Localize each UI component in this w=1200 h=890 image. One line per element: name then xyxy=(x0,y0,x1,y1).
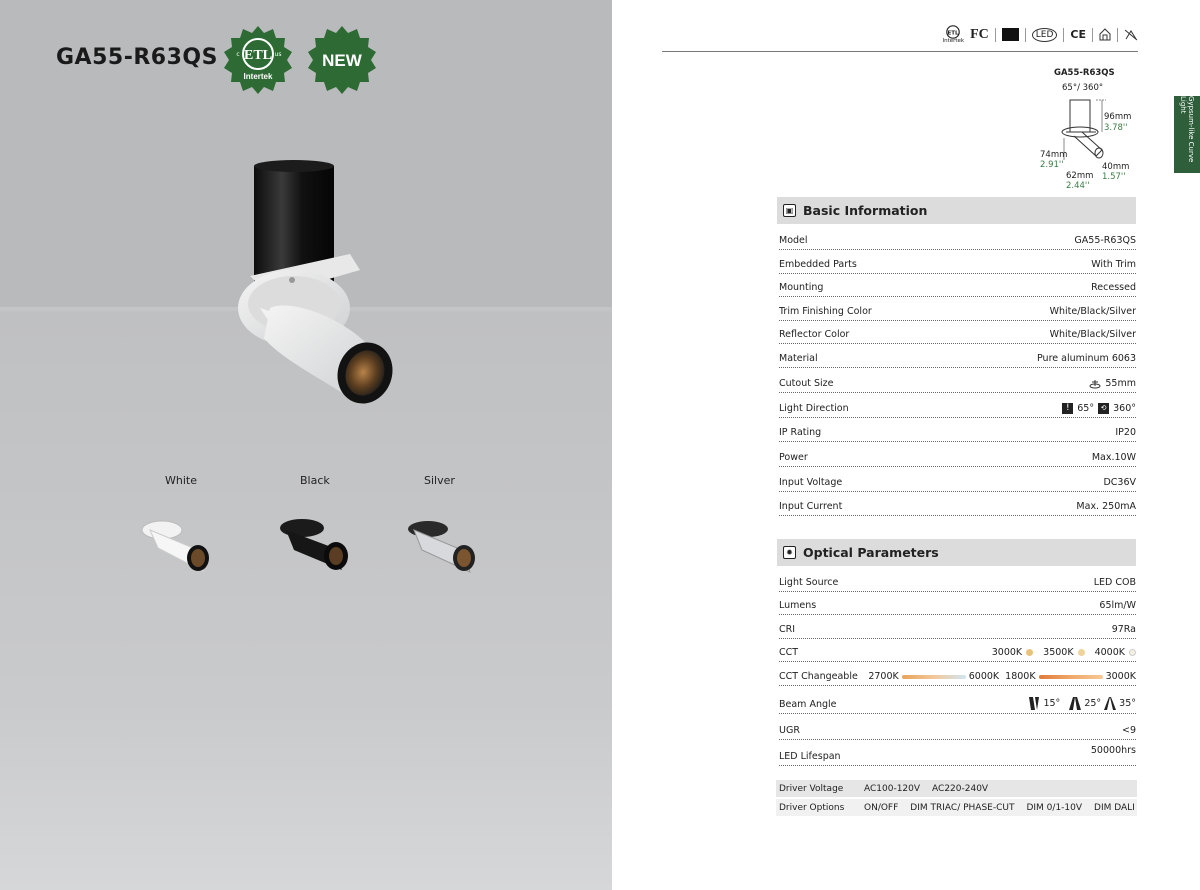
voltage-option: AC100-120V xyxy=(864,783,921,794)
spec-label: Model xyxy=(779,235,808,246)
spec-row-embedded-parts xyxy=(779,254,1136,274)
diagram-title: GA55-R63QS xyxy=(1054,68,1115,78)
chip-icon: ▣ xyxy=(783,204,796,217)
beam-narrow-icon xyxy=(1028,697,1040,710)
tilt-angle-value: 65° xyxy=(1077,403,1095,414)
certification-row xyxy=(942,25,1138,45)
spec-value: DC36V xyxy=(1103,477,1136,488)
diameter-in: 1.57'' xyxy=(1102,172,1126,182)
spec-value xyxy=(1089,378,1136,389)
spec-label: Beam Angle xyxy=(779,699,837,710)
spec-row-model xyxy=(779,230,1136,250)
neutral-dot-icon xyxy=(1078,649,1085,656)
spec-row-light-source xyxy=(779,572,1136,592)
spec-value: Max. 250mA xyxy=(1076,501,1136,512)
spec-value: Max.10W xyxy=(1091,452,1136,463)
beam-25: 25° xyxy=(1084,698,1102,709)
spec-row-cct-changeable xyxy=(779,666,1136,686)
divider xyxy=(995,28,996,42)
divider xyxy=(1092,28,1093,42)
spec-value xyxy=(992,647,1136,658)
width-mm: 62mm xyxy=(1066,171,1094,181)
spec-label: Input Current xyxy=(779,501,843,512)
etl-badge-caption: Intertek xyxy=(243,72,273,81)
dim-to-warm-to: 3000K xyxy=(1105,671,1136,682)
driver-voltage-values xyxy=(864,784,988,794)
spec-label: Trim Finishing Color xyxy=(779,306,872,317)
driver-option: DIM DALI xyxy=(1094,802,1135,813)
spec-label: Material xyxy=(779,353,818,364)
spec-row-input-current xyxy=(779,496,1136,516)
dim-to-warm-gradient xyxy=(1039,675,1103,679)
fcc-mark: FC xyxy=(970,26,989,42)
optical-parameters-header xyxy=(777,539,1136,566)
spec-value: With Trim xyxy=(1091,259,1136,270)
divider xyxy=(1117,28,1118,42)
spec-label: UGR xyxy=(779,725,800,736)
svg-text:c: c xyxy=(236,51,240,58)
variant-label-silver: Silver xyxy=(424,474,455,487)
optical-parameters-title: Optical Parameters xyxy=(803,545,939,560)
spec-row-ugr xyxy=(779,720,1136,740)
spec-value: <9 xyxy=(1121,725,1136,736)
spec-label: Power xyxy=(779,452,808,463)
model-title: GA55-R63QS xyxy=(56,45,218,70)
spec-value xyxy=(1062,403,1136,414)
spec-row-cutout-size xyxy=(779,373,1136,393)
cct-3000k: 3000K xyxy=(991,647,1023,658)
spec-label: Cutout Size xyxy=(779,378,834,389)
no-insulation-contact-icon xyxy=(1124,28,1138,41)
ce-mark: CE xyxy=(1070,28,1086,42)
spec-value: LED COB xyxy=(1093,577,1136,588)
spec-value: IP20 xyxy=(1115,427,1136,438)
height-mm: 96mm xyxy=(1104,112,1132,122)
variant-label-white: White xyxy=(165,474,197,487)
dim-to-warm-from: 1800K xyxy=(1005,671,1036,682)
dimmable-icon xyxy=(1002,28,1019,41)
spec-label: LED Lifespan xyxy=(779,751,841,762)
spec-value: White/Black/Silver xyxy=(1049,306,1136,317)
new-badge xyxy=(305,24,379,98)
spec-row-lifespan xyxy=(779,746,1136,766)
spec-label: Light Direction xyxy=(779,403,849,414)
height-in: 3.78'' xyxy=(1104,123,1128,133)
cutout-size-value: 55mm xyxy=(1105,378,1136,389)
beam-15: 15° xyxy=(1043,698,1061,709)
divider xyxy=(1063,28,1064,42)
spec-label: IP Rating xyxy=(779,427,822,438)
width-in: 2.44'' xyxy=(1066,181,1090,191)
silver-variant-image xyxy=(402,512,482,580)
spec-row-reflector-color xyxy=(779,324,1136,344)
spec-row-mounting xyxy=(779,277,1136,297)
spec-row-trim-color xyxy=(779,301,1136,321)
led-mark: LED xyxy=(1032,28,1058,42)
indoor-use-icon xyxy=(1099,28,1111,41)
spotlight-hero-image xyxy=(230,158,410,418)
divider xyxy=(1025,28,1026,42)
spec-row-cri xyxy=(779,619,1136,639)
svg-text:ETL: ETL xyxy=(947,30,959,37)
basic-information-header xyxy=(777,197,1136,224)
spec-label: Mounting xyxy=(779,282,824,293)
dimension-diagram xyxy=(1036,66,1146,192)
svg-text:us: us xyxy=(274,51,282,58)
spec-row-light-direction xyxy=(779,398,1136,418)
spec-row-cct xyxy=(779,642,1136,662)
driver-option: DIM 0/1-10V xyxy=(1026,802,1083,813)
rotate-icon: ⟲ xyxy=(1098,403,1109,414)
diameter-mm: 40mm xyxy=(1102,162,1130,172)
rotation-angle-value: 360° xyxy=(1113,403,1136,414)
spec-row-power xyxy=(779,447,1136,467)
spec-label: CCT Changeable xyxy=(779,671,858,682)
spec-value: Pure aluminum 6063 xyxy=(1036,353,1136,364)
etl-mark-caption: Intertek xyxy=(942,38,965,44)
diagram-angles: 65°/ 360° xyxy=(1062,83,1104,93)
driver-options-label: Driver Options xyxy=(779,802,845,813)
spec-value: GA55-R63QS xyxy=(1074,235,1136,246)
spec-value xyxy=(868,671,1136,682)
header-rule xyxy=(662,51,1138,52)
spec-value: White/Black/Silver xyxy=(1049,329,1136,340)
tunable-white-to: 6000K xyxy=(968,671,1000,682)
cct-3500k: 3500K xyxy=(1043,647,1074,658)
driver-options-values xyxy=(864,803,1135,813)
category-side-tab[interactable]: Gypsum-like Curve Light xyxy=(1174,96,1200,173)
spec-row-beam-angle xyxy=(779,694,1136,714)
new-badge-label: NEW xyxy=(322,51,362,70)
driver-option: DIM TRIAC/ PHASE-CUT xyxy=(910,802,1015,813)
spec-value xyxy=(1028,697,1136,710)
depth-in: 2.91'' xyxy=(1040,160,1064,170)
tunable-white-gradient xyxy=(902,675,966,679)
spec-row-material xyxy=(779,348,1136,368)
beam-wide-icon xyxy=(1104,697,1116,710)
spec-label: Input Voltage xyxy=(779,477,843,488)
depth-mm: 74mm xyxy=(1040,150,1068,160)
spec-label: CCT xyxy=(779,647,799,658)
cutout-icon xyxy=(1089,379,1101,389)
cct-4000k: 4000K xyxy=(1094,647,1125,658)
etl-mark-icon xyxy=(942,25,964,45)
spec-value: 65lm/W xyxy=(1099,600,1136,611)
spec-label: CRI xyxy=(779,624,796,635)
variant-label-black: Black xyxy=(300,474,330,487)
spec-row-ip-rating xyxy=(779,422,1136,442)
driver-voltage-row xyxy=(776,780,1137,797)
black-variant-image xyxy=(274,512,354,580)
beam-medium-icon xyxy=(1069,697,1081,710)
spec-label: Embedded Parts xyxy=(779,259,857,270)
beam-35: 35° xyxy=(1119,698,1136,709)
tilt-icon: ! xyxy=(1062,403,1073,414)
spec-row-lumens xyxy=(779,595,1136,615)
spec-label: Light Source xyxy=(779,577,839,588)
etl-certification-badge xyxy=(221,24,295,98)
spec-value: 97Ra xyxy=(1111,624,1136,635)
driver-voltage-label: Driver Voltage xyxy=(779,783,844,794)
white-variant-image xyxy=(138,512,218,580)
voltage-option: AC220-240V xyxy=(932,783,989,794)
spec-label: Lumens xyxy=(779,600,817,611)
spec-row-input-voltage xyxy=(779,472,1136,492)
warm-dot-icon xyxy=(1026,649,1033,656)
spec-value: Recessed xyxy=(1091,282,1136,293)
cool-dot-icon xyxy=(1129,649,1136,656)
sun-icon: ✹ xyxy=(783,546,796,559)
driver-options-row xyxy=(776,799,1137,816)
driver-option: ON/OFF xyxy=(864,802,899,813)
seal-icon xyxy=(221,24,295,98)
spec-value: 50000hrs xyxy=(1090,745,1136,756)
spec-label: Reflector Color xyxy=(779,329,850,340)
tunable-white-from: 2700K xyxy=(868,671,899,682)
svg-text:ETL: ETL xyxy=(243,48,273,63)
basic-information-title: Basic Information xyxy=(803,203,928,218)
